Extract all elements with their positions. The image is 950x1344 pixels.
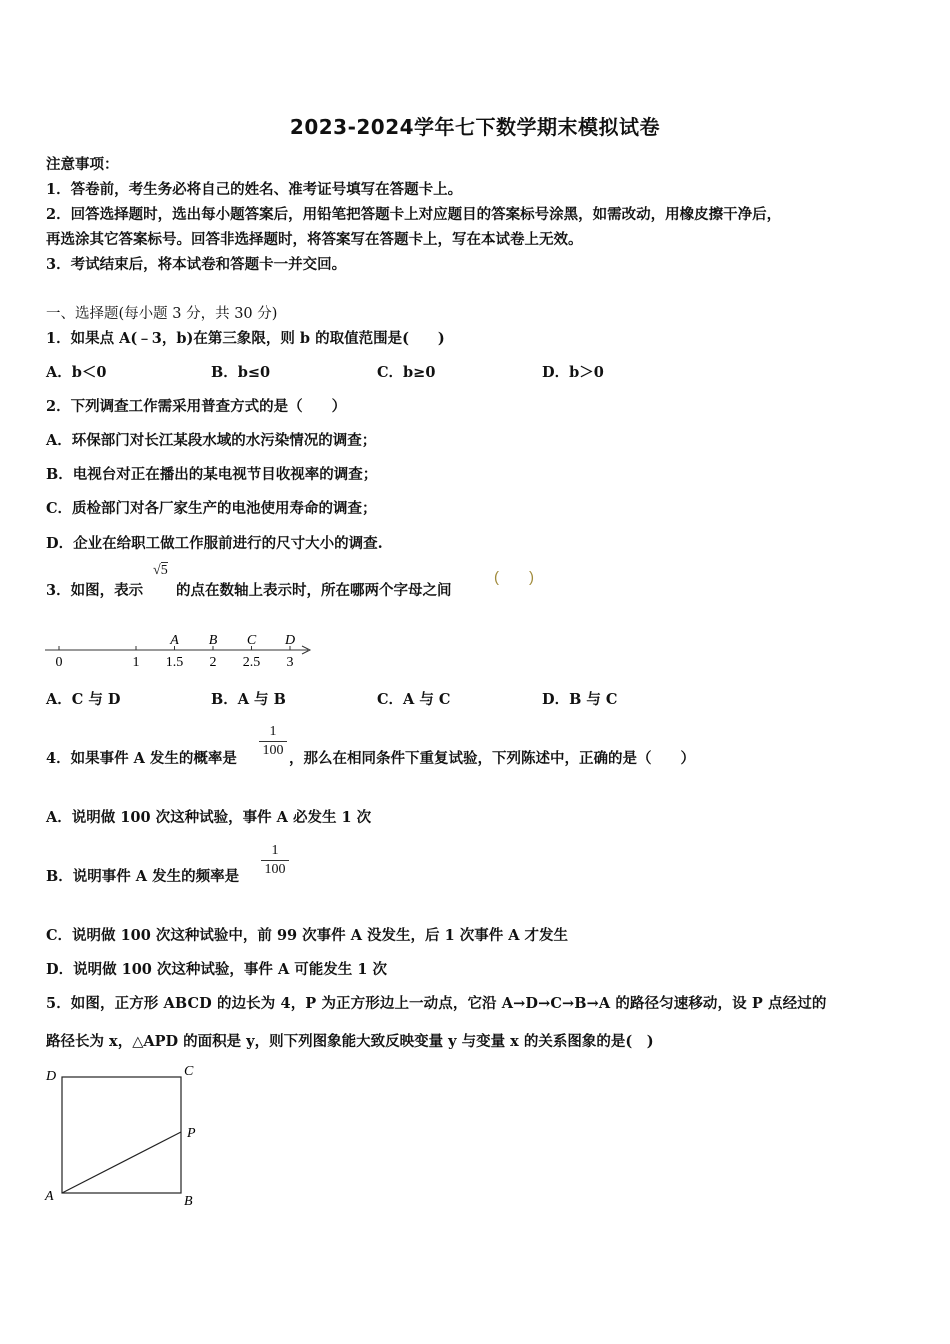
q3-stem-pre: 3．如图，表示 <box>46 582 144 599</box>
q4-option-b-fraction <box>261 842 289 879</box>
q3-option-b: B．A 与 B <box>211 691 286 708</box>
q1-option-c: C．b≥0 <box>377 364 436 381</box>
fraction-denominator: 100 <box>264 862 286 877</box>
q5-stem-line1: 5．如图，正方形 ABCD 的边长为 4，P 为正方形边上一动点，它沿 A→D→C→B→A 的路径匀速移动，设 P 点经过的 <box>46 995 827 1012</box>
q4-stem-pre: 4．如果事件 A 发生的概率是 <box>46 750 237 767</box>
section-heading: 一、选择题(每小题 3 分，共 30 分) <box>46 306 278 322</box>
label-b: B <box>184 1194 193 1209</box>
label-d: D <box>46 1069 57 1084</box>
notice-item-1: 1．答卷前，考生务必将自己的姓名、准考证号填写在答题卡上。 <box>46 181 463 198</box>
q1-stem: 1．如果点 A(﹣3，b)在第三象限，则 b 的取值范围是( ) <box>46 330 445 347</box>
number-line-tick-label: 3 <box>286 655 294 670</box>
fraction-numerator: 1 <box>271 843 279 858</box>
q5-stem-line2: 路径长为 x，△APD 的面积是 y，则下列图象能大致反映变量 y 与变量 x 的关系图象的是( ) <box>46 1033 654 1050</box>
fraction-numerator: 1 <box>269 724 277 739</box>
square-abcd <box>62 1077 181 1193</box>
notice-heading: 注意事项： <box>46 156 119 173</box>
segment-ap <box>62 1132 181 1193</box>
q4-fraction <box>259 723 287 760</box>
q1-option-b: B．b≤0 <box>211 364 271 381</box>
q3-option-d: D．B 与 C <box>542 691 618 708</box>
page-title: 2023-2024学年七下数学期末模拟试卷 <box>289 115 661 139</box>
sqrt-radicand: 5 <box>160 563 168 578</box>
q3-sqrt5 <box>153 563 168 579</box>
number-line-letter: D <box>284 633 296 648</box>
label-p: P <box>187 1126 196 1141</box>
square-figure <box>40 1060 210 1210</box>
q3-option-c: C．A 与 C <box>377 691 451 708</box>
sqrt-sign: √ <box>153 563 161 578</box>
number-line-letter: A <box>170 633 179 648</box>
notice-item-2: 2．回答选择题时，选出每小题答案后，用铅笔把答题卡上对应题目的答案标号涂黑，如需改动，用橡皮擦干净后， <box>46 206 782 223</box>
number-line-letter: B <box>208 633 218 648</box>
label-a: A <box>45 1189 54 1204</box>
number-line <box>40 625 320 673</box>
number-line-tick-label: 0 <box>55 655 63 670</box>
number-line-tick-label: 2 <box>209 655 217 670</box>
q4-stem-post: ，那么在相同条件下重复试验，下列陈述中，正确的是（ ） <box>289 750 695 767</box>
q2-stem: 2．下列调查工作需采用普查方式的是（ ） <box>46 398 347 415</box>
number-line-tick-label: 1.5 <box>165 655 184 670</box>
notice-item-3: 3．考试结束后，将本试卷和答题卡一并交回。 <box>46 256 347 273</box>
notice-item-2-cont: 再选涂其它答案标号。回答非选择题时，将答案写在答题卡上，写在本试卷上无效。 <box>46 231 583 248</box>
number-line-letter: C <box>246 633 257 648</box>
label-c: C <box>184 1064 194 1079</box>
q4-option-d: D．说明做 100 次这种试验，事件 A 可能发生 1 次 <box>46 961 387 978</box>
q3-option-a: A．C 与 D <box>46 691 121 708</box>
q3-answer-paren: ( ) <box>494 569 534 586</box>
q2-option-c: C．质检部门对各厂家生产的电池使用寿命的调查； <box>46 500 377 517</box>
q4-option-b: B．说明事件 A 发生的频率是 <box>46 868 240 885</box>
number-line-tick-label: 1 <box>132 655 140 670</box>
q2-option-b: B．电视台对正在播出的某电视节目收视率的调查； <box>46 466 378 483</box>
q2-option-d: D．企业在给职工做工作服前进行的尺寸大小的调查. <box>46 535 383 552</box>
q4-option-a: A．说明做 100 次这种试验，事件 A 必发生 1 次 <box>46 809 372 826</box>
fraction-denominator: 100 <box>262 743 284 758</box>
q3-stem-post: 的点在数轴上表示时，所在哪两个字母之间 <box>176 582 452 599</box>
number-line-tick-label: 2.5 <box>242 655 261 670</box>
q1-option-d: D．b＞0 <box>542 364 604 381</box>
q1-option-a: A．b＜0 <box>46 364 107 381</box>
q2-option-a: A．环保部门对长江某段水域的水污染情况的调查； <box>46 432 377 449</box>
q4-option-c: C．说明做 100 次这种试验中，前 99 次事件 A 没发生，后 1 次事件 A 才发生 <box>46 927 569 944</box>
